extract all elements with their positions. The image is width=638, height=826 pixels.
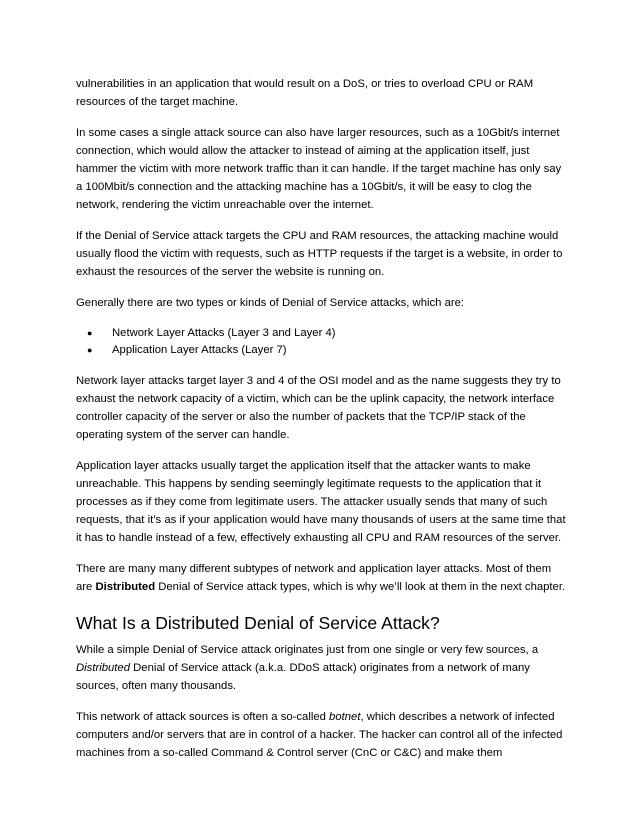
paragraph-attack-types-intro: Generally there are two types or kinds of Denial of Service attacks, which are:: [76, 297, 465, 309]
attack-types-list: [76, 325, 566, 359]
page-content: [76, 75, 566, 775]
paragraph-network-layer-attacks: Network layer attacks target layer 3 and 4 of the OSI model and as the name suggests they try to exhaust the network capacity of a victim, which can be the uplink capacity, the network interface controller capacity of the server or also the number of packets that the TCP/IP stack of the operating system of the server can handle.: [76, 375, 561, 441]
list-item: [76, 342, 566, 359]
section-heading: What Is a Distributed Denial of Service Attack?: [76, 613, 440, 633]
paragraph-attack-subtypes: [76, 560, 566, 596]
paragraph-cpu-ram-attack: If the Denial of Service attack targets the CPU and RAM resources, the attacking machine would usually flood the victim with requests, such as HTTP requests if the target is a website, in order to exhaust the resources of the server the website is running on.: [76, 230, 563, 278]
paragraph-application-layer-attacks: Application layer attacks usually target the application itself that the attacker wants to make unreachable. This happens by sending seemingly legitimate requests to the application that it processes as if they come from legitimate users. The attacker usually sends that many of such requests, that it’s as if your application would have many thousands of users at the same time that it has to handle instead of a few, effectively exhausting all CPU and RAM resources of the server.: [76, 460, 566, 544]
text-run: , which describes a network of infected computers and/or servers that are in control of a hacker. The hacker can control all of the infected machines from a so-called Command & Control server (CnC or C&C) and make them: [76, 711, 563, 759]
list-item-text: Network Layer Attacks (Layer 3 and Layer 4): [112, 327, 336, 339]
text-run: Denial of Service attack (a.k.a. DDoS attack) originates from a network of many sources, often many thousands.: [76, 662, 530, 692]
bullet-icon: ●: [87, 328, 93, 338]
paragraph-ddos-definition: [76, 641, 566, 695]
emphasis-italic: botnet: [329, 711, 361, 723]
emphasis-bold: Distributed: [95, 581, 156, 593]
text-run: While a simple Denial of Service attack originates just from one single or very few sources, a: [76, 644, 539, 656]
bullet-icon: ●: [87, 345, 93, 355]
text-run: Denial of Service attack types, which is why we’ll look at them in the next chapter.: [155, 581, 566, 593]
emphasis-italic: Distributed: [76, 662, 130, 674]
list-item-text: Application Layer Attacks (Layer 7): [112, 344, 287, 356]
text-run: This network of attack sources is often a so-called: [76, 711, 330, 723]
paragraph-single-attack-source: In some cases a single attack source can also have larger resources, such as a 10Gbit/s internet connection, which would allow the attacker to instead of aiming at the application itself, just hammer the victim with more network traffic than it can handle. If the target machine has only say a 100Mbit/s connection and the attacking machine has a 10Gbit/s, it will be easy to clog the network, rendering the victim unreachable over the internet.: [76, 127, 562, 211]
list-item: [76, 325, 566, 342]
text-run: There are many many different subtypes of network and application layer attacks. Most of them are: [76, 563, 552, 593]
paragraph-botnet: [76, 708, 566, 762]
paragraph-dos-vulnerabilities: vulnerabilities in an application that would result on a DoS, or tries to overload CPU or RAM resources of the target machine.: [76, 78, 534, 108]
